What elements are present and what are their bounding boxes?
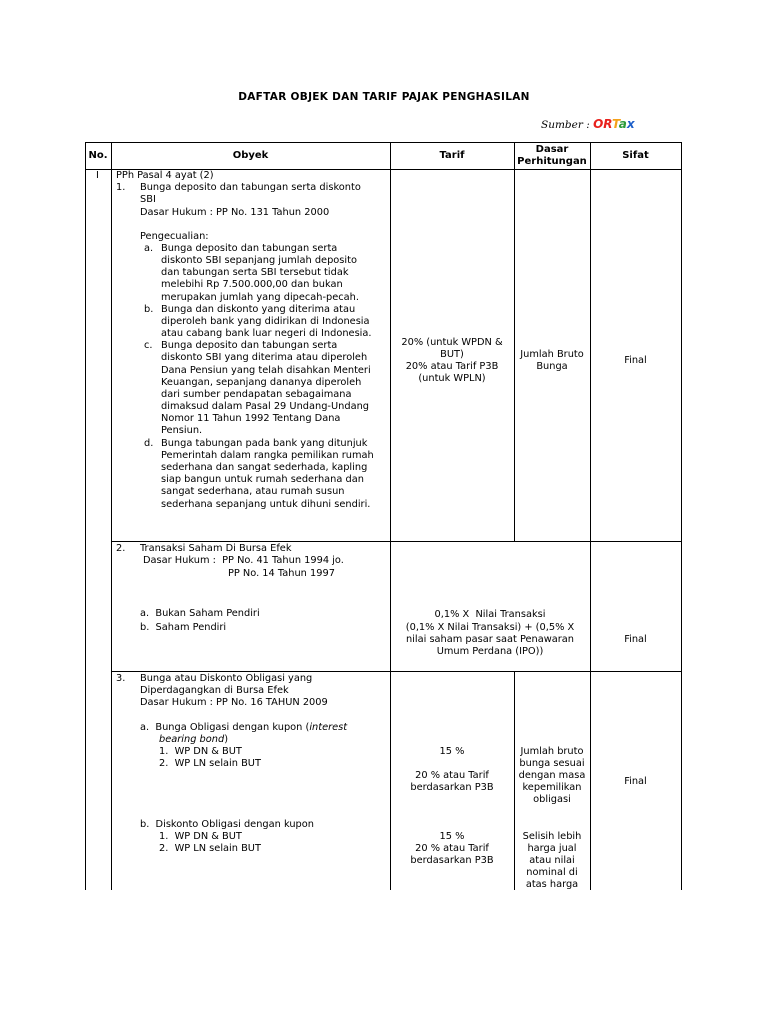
row1-c-label: c. bbox=[144, 340, 153, 351]
row3-a-dasar-line: bunga sesuai bbox=[519, 758, 585, 769]
col-line-right bbox=[681, 142, 682, 890]
row1-b-line: Bunga dan diskonto yang diterima atau bbox=[161, 304, 356, 315]
row1-b-label: b. bbox=[144, 304, 154, 315]
row3-a-dasar-line: Jumlah bruto bbox=[520, 746, 584, 757]
ortax-logo: ORTax bbox=[593, 117, 635, 131]
page-title: DAFTAR OBJEK DAN TARIF PAJAK PENGHASILAN bbox=[238, 91, 530, 103]
row3-item-title-1: Bunga atau Diskonto Obligasi yang bbox=[140, 673, 313, 684]
row3-a2: 2. WP LN selain BUT bbox=[159, 758, 261, 769]
row-divider-1 bbox=[111, 541, 682, 542]
row2-item-title: Transaksi Saham Di Bursa Efek bbox=[140, 543, 292, 554]
row3-sifat: Final bbox=[624, 776, 647, 787]
row3-b1: 1. WP DN & BUT bbox=[159, 831, 242, 842]
row2-item-num: 2. bbox=[116, 543, 126, 554]
row1-tarif-line: (untuk WPLN) bbox=[418, 373, 486, 384]
row1-tarif-line: 20% (untuk WPDN & bbox=[401, 337, 503, 348]
row3-b-tarif-1: 15 % bbox=[439, 831, 465, 842]
row1-d-line: Bunga tabungan pada bank yang ditunjuk bbox=[161, 438, 368, 449]
row3-b: b. Diskonto Obligasi dengan kupon bbox=[140, 819, 314, 830]
row1-c-line: Pensiun. bbox=[161, 425, 203, 436]
row1-tarif-line: BUT) bbox=[440, 349, 464, 360]
row1-a-line: dan tabungan serta SBI tersebut tidak bbox=[161, 267, 349, 278]
row1-no: I bbox=[96, 170, 99, 181]
row1-b-line: atau cabang bank luar negeri di Indonesia. bbox=[161, 328, 372, 339]
row1-dasar-line: Bunga bbox=[536, 361, 568, 372]
row2-tarif-line: nilai saham pasar saat Penawaran bbox=[405, 634, 575, 645]
table-border-top bbox=[85, 142, 682, 143]
col-line-no bbox=[111, 142, 112, 890]
row3-b-tarif-3: berdasarkan P3B bbox=[410, 855, 494, 866]
header-obyek: Obyek bbox=[232, 150, 269, 161]
row1-dasar-line: Jumlah Bruto bbox=[520, 349, 584, 360]
header-dasar-2: Perhitungan bbox=[517, 156, 587, 167]
row1-item-title-2: SBI bbox=[140, 194, 156, 205]
row3-b-dasar-line: harga jual bbox=[527, 843, 577, 854]
row3-item-title-2: Diperdagangkan di Bursa Efek bbox=[140, 685, 289, 696]
tax-table bbox=[85, 142, 682, 890]
header-no: No. bbox=[88, 150, 108, 161]
row1-pengecualian: Pengecualian: bbox=[140, 231, 209, 242]
source-line bbox=[541, 117, 635, 131]
header-dasar-1: Dasar bbox=[535, 144, 569, 155]
row3-a-tarif-1: 15 % bbox=[439, 746, 465, 757]
row3-a-dasar-line: dengan masa bbox=[518, 770, 586, 781]
row-divider-2 bbox=[111, 671, 682, 672]
row2-tarif-line: (0,1% X Nilai Transaksi) + (0,5% X bbox=[405, 622, 575, 633]
row1-a-line: Bunga deposito dan tabungan serta bbox=[161, 243, 338, 254]
row1-a-label: a. bbox=[144, 243, 154, 254]
row1-c-line: Bunga deposito dan tabungan serta bbox=[161, 340, 338, 351]
row1-d-line: Pemerintah dalam rangka pemilikan rumah bbox=[161, 450, 374, 461]
row2-dasar-hukum-1: Dasar Hukum : PP No. 41 Tahun 1994 jo. bbox=[143, 555, 344, 566]
row3-b-dasar-line: Selisih lebih bbox=[522, 831, 582, 842]
source-label: Sumber : bbox=[541, 119, 590, 131]
row3-a-cont: bearing bond) bbox=[159, 734, 229, 745]
row3-item-num: 3. bbox=[116, 673, 126, 684]
row1-item-title-1: Bunga deposito dan tabungan serta diskonto bbox=[140, 182, 361, 193]
row1-item-num: 1. bbox=[116, 182, 126, 193]
row3-b-dasar-line: atau nilai bbox=[529, 855, 575, 866]
col-line-tarif-a bbox=[514, 142, 515, 541]
row3-a-tarif-2: 20 % atau Tarif bbox=[415, 770, 489, 781]
row1-sifat: Final bbox=[624, 355, 647, 366]
row1-dasar-hukum: Dasar Hukum : PP No. 131 Tahun 2000 bbox=[140, 207, 330, 218]
row3-a-tarif-3: berdasarkan P3B bbox=[410, 782, 494, 793]
row2-b: b. Saham Pendiri bbox=[140, 622, 227, 633]
row1-d-line: siap bangun untuk rumah sederhana dan bbox=[161, 474, 364, 485]
row1-tarif-line: 20% atau Tarif P3B bbox=[405, 361, 499, 372]
row1-c-line: Keuangan, sepanjang dananya diperoleh bbox=[161, 377, 362, 388]
row3-a: a. Bunga Obligasi dengan kupon (interest bbox=[140, 722, 348, 733]
row1-c-line: Dana Pensiun yang telah disahkan Menteri bbox=[161, 365, 371, 376]
row1-c-line: diskonto SBI yang diterima atau diperoleh bbox=[161, 352, 368, 363]
row3-dasar-hukum: Dasar Hukum : PP No. 16 TAHUN 2009 bbox=[140, 697, 328, 708]
row3-b2: 2. WP LN selain BUT bbox=[159, 843, 261, 854]
row3-a-dasar-line: obligasi bbox=[533, 794, 571, 805]
col-line-left bbox=[85, 142, 86, 890]
row1-a-line: melebihi Rp 7.500.000,00 dan bukan bbox=[161, 279, 343, 290]
row1-c-line: Nomor 11 Tahun 1992 Tentang Dana bbox=[161, 413, 341, 424]
row3-b-dasar-line: nominal di bbox=[526, 867, 578, 878]
header-sifat: Sifat bbox=[622, 150, 649, 161]
row1-d-line: sederhana dan sangat sederhada, kapling bbox=[161, 462, 368, 473]
row1-c-line: dari sumber pendapatan sebagaimana bbox=[161, 389, 352, 400]
row2-tarif-line: 0,1% X Nilai Transaksi bbox=[434, 609, 546, 620]
row2-sifat: Final bbox=[624, 634, 647, 645]
row1-b-line: diperoleh bank yang didirikan di Indonesia bbox=[161, 316, 370, 327]
row2-dasar-hukum-2: PP No. 14 Tahun 1997 bbox=[228, 568, 335, 579]
header-tarif: Tarif bbox=[439, 150, 465, 161]
row3-b-dasar-line: atas harga bbox=[525, 879, 579, 890]
row1-section: PPh Pasal 4 ayat (2) bbox=[116, 170, 214, 181]
row1-d-label: d. bbox=[144, 438, 154, 449]
row1-d-line: sangat sederhana, atau rumah susun bbox=[161, 486, 345, 497]
row1-a-line: merupakan jumlah yang dipecah-pecah. bbox=[161, 292, 360, 303]
row1-c-line: dimaksud dalam Pasal 29 Undang-Undang bbox=[161, 401, 370, 412]
row2-a: a. Bukan Saham Pendiri bbox=[140, 608, 260, 619]
row3-a1: 1. WP DN & BUT bbox=[159, 746, 242, 757]
row3-a-dasar-line: kepemilikan bbox=[522, 782, 582, 793]
row1-a-line: diskonto SBI sepanjang jumlah deposito bbox=[161, 255, 357, 266]
row3-b-tarif-2: 20 % atau Tarif bbox=[415, 843, 489, 854]
row2-tarif-line: Umum Perdana (IPO)) bbox=[436, 646, 544, 657]
row1-d-line: sederhana sepanjang untuk dihuni sendiri. bbox=[161, 499, 371, 510]
